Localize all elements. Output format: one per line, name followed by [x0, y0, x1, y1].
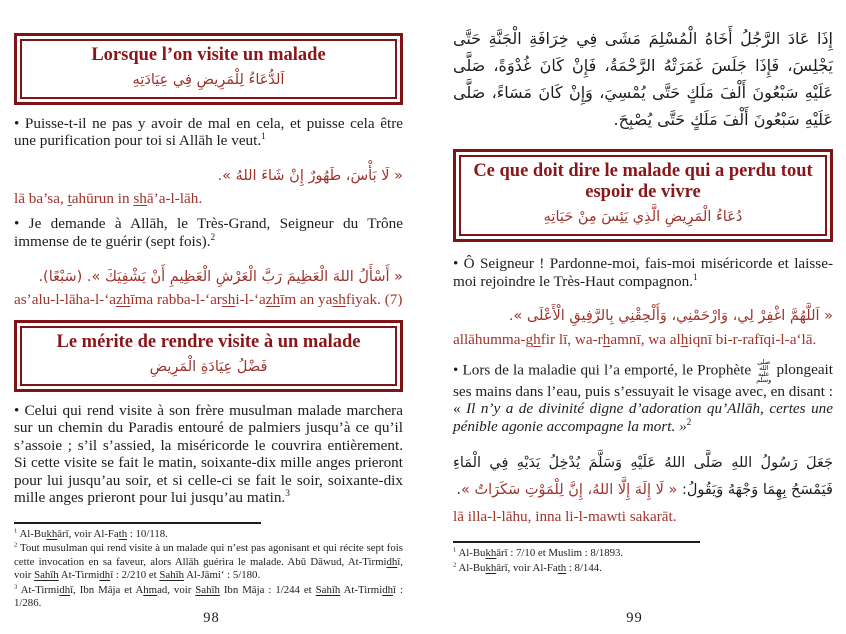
- footnote: $^3$ At-Tirmidhī, Ibn Māja et Ahmad, voir Sahīh Ibn Māja : 1/244 et Sahīh At-Tirmidhī : 1/286.: [14, 583, 403, 610]
- hadith-arabic-text: إِذَا عَادَ الرَّجُلُ أَخَاهُ الْمُسْلِمَ مَشَى فِي خِرَافَةِ الْجَنَّةِ حَتَّى يَجْلِسَ، فَإِذَا جَلَسَ غَمَرَتْهُ الرَّحْمَةُ، فَإِنْ كَانَ غُدْوَةً، صَلَّى عَلَيْهِ سَبْعُونَ أَلْفَ مَلَكٍ حَتَّى يُمْسِيَ، وَإِنْ كَانَ مَسَاءً، صَلَّى عَلَيْهِ سَبْعُونَ أَلْفَ مَلَكٍ حَتَّى يُصْبِحَ.: [453, 29, 833, 129]
- arabic-period: .: [456, 482, 461, 499]
- section-title-box-inner: [20, 39, 397, 99]
- dua-translation-paragraph: • Puisse-t-il ne pas y avoir de mal en cela, et puisse cela être une purification pour toi si Allāh le veut.$^1$: [14, 114, 403, 150]
- footnotes-block: [14, 528, 403, 611]
- dua-arabic-text: « اَللَّهُمَّ اغْفِرْ لِي، وَارْحَمْنِي، وَأَلْحِقْنِي بِالرَّفِيقِ الْأَعْلَى ».: [508, 308, 833, 325]
- footnote-divider: [14, 522, 261, 524]
- footnote: $^1$ Al-Bukhārī : 7/10 et Muslim : 8/1893.: [453, 546, 624, 560]
- section-title-arabic: فَضْلُ عِيَادَةِ الْمَرِيضِ: [149, 358, 268, 375]
- footnote-divider: [453, 541, 700, 543]
- hadith-translation-paragraph: • Celui qui rend visite à son frère musulman malade marchera sur un chemin du Paradis entouré de palmiers jusqu’à ce qu’il s’assoie ; s’il s’assied, la miséricorde le couvrira entièrement. Si cette visite se fait le matin, soixante-dix mille anges prieront pour lui jusqu’au soir, et si celle-ci se fait le soir, soixante-dix mille anges prieront pour lui jusqu’au matin.$^3$: [14, 401, 403, 507]
- section-title-french: Le mérite de rendre visite à un malade: [56, 331, 361, 352]
- sallallahu-alayhi-wasallam-icon: صلى الله عليه وسلم: [756, 357, 772, 384]
- dua-arabic-text: [453, 450, 833, 504]
- section-title-box-malade: [453, 149, 833, 243]
- section-title-box-inner: [459, 155, 827, 237]
- dua-translation-paragraph: • Ô Seigneur ! Pardonne-moi, fais-moi miséricorde et laisse-moi rejoindre le Très-Haut compagnon.$^1$: [453, 255, 833, 290]
- hadith-translation-paragraph: [453, 359, 833, 435]
- section-title-arabic: دُعَاءُ الْمَرِيضِ الَّذِي يَئِسَ مِنْ حَيَاتِهِ: [543, 209, 743, 226]
- section-title-french: Lorsque l’on visite un malade: [91, 45, 326, 65]
- dua-transliteration: lā ba’sa, tahūrun in shā’a-l-lāh.: [14, 190, 203, 208]
- dua-arabic-text: « أَسْأَلُ اللهَ الْعَظِيمَ رَبَّ الْعَرْشِ الْعَظِيمِ أَنْ يَشْفِيَكَ ». (سَبْعًا).: [38, 268, 403, 285]
- dua-arabic-text: « لَا بَأْسَ، طَهُورٌ إِنْ شَاءَ اللهُ ».: [217, 167, 403, 184]
- arabic-dua-segment: « لَا إِلَهَ إِلَّا اللهُ، إِنَّ لِلْمَوْتِ سَكَرَاتٌ »: [460, 482, 678, 499]
- section-title-box-merite: [14, 320, 403, 392]
- section-title-french: Ce que doit dire le malade qui a perdu tout espoir de vivre: [473, 160, 813, 203]
- dua-transliteration: lā illa-l-lāhu, inna li-l-mawti sakarāt.: [453, 507, 677, 525]
- footnote: $^1$ Al-Bukhārī, voir Al-Fath : 10/118.: [14, 527, 168, 540]
- dua-translation-paragraph: • Je demande à Allāh, le Très-Grand, Seigneur du Trône immense de te guérir (sept fois).$^2$: [14, 215, 403, 250]
- footnote: $^2$ Tout musulman qui rend visite à un malade qui n’est pas agonisant et qui récite sept fois cette invocation en sa faveur, alors Allāh guérira le malade. Abū Dāwud, At-Tirmidhī, voir Sahīh At-Tirmidhī : 2/210 et Sahīh Al-Jāmi‘ : 5/180.: [14, 541, 403, 582]
- paragraph-text: • Lors de la maladie qui l’a emporté, le Prophète: [453, 361, 756, 379]
- dua-transliteration: allāhumma-ghfir lī, wa-rhamnī, wa alhiqnī bi-r-rafīqi-l-a‘lā.: [453, 331, 817, 349]
- paragraph-text: plongeait ses mains dans l’eau, puis s’essuyait le visage avec, en disant : « Il n’y a de divinité digne d’adoration qu’Allāh, certes une pénible agonie accompagne la mort. »$^2$: [453, 361, 834, 435]
- page-number: 99: [626, 610, 643, 626]
- footnote: $^2$ Al-Bukhārī, voir Al-Fath : 8/144.: [453, 561, 602, 574]
- footnotes-block: [453, 547, 833, 575]
- arabic-narration-segment: جَعَلَ رَسُولُ اللهِ صَلَّى اللهُ عَلَيْهِ وَسَلَّمَ يُدْخِلُ يَدَيْهِ فِي الْمَاءِ فَيَمْسَحُ بِهِمَا وَجْهَهُ وَيَقُولُ:: [453, 455, 833, 499]
- dua-transliteration: as’alu-l-lāha-l-‘azhīma rabba-l-‘arshi-l-‘azhīm an yashfiyak. (7): [14, 290, 403, 308]
- section-title-box-inner: [20, 326, 397, 386]
- page-number: 98: [203, 610, 220, 626]
- right-page: [423, 0, 846, 634]
- section-title-box-visite: [14, 33, 403, 105]
- section-title-arabic: اَلدُّعَاءُ لِلْمَرِيضِ فِي عِيَادَتِهِ: [132, 71, 285, 88]
